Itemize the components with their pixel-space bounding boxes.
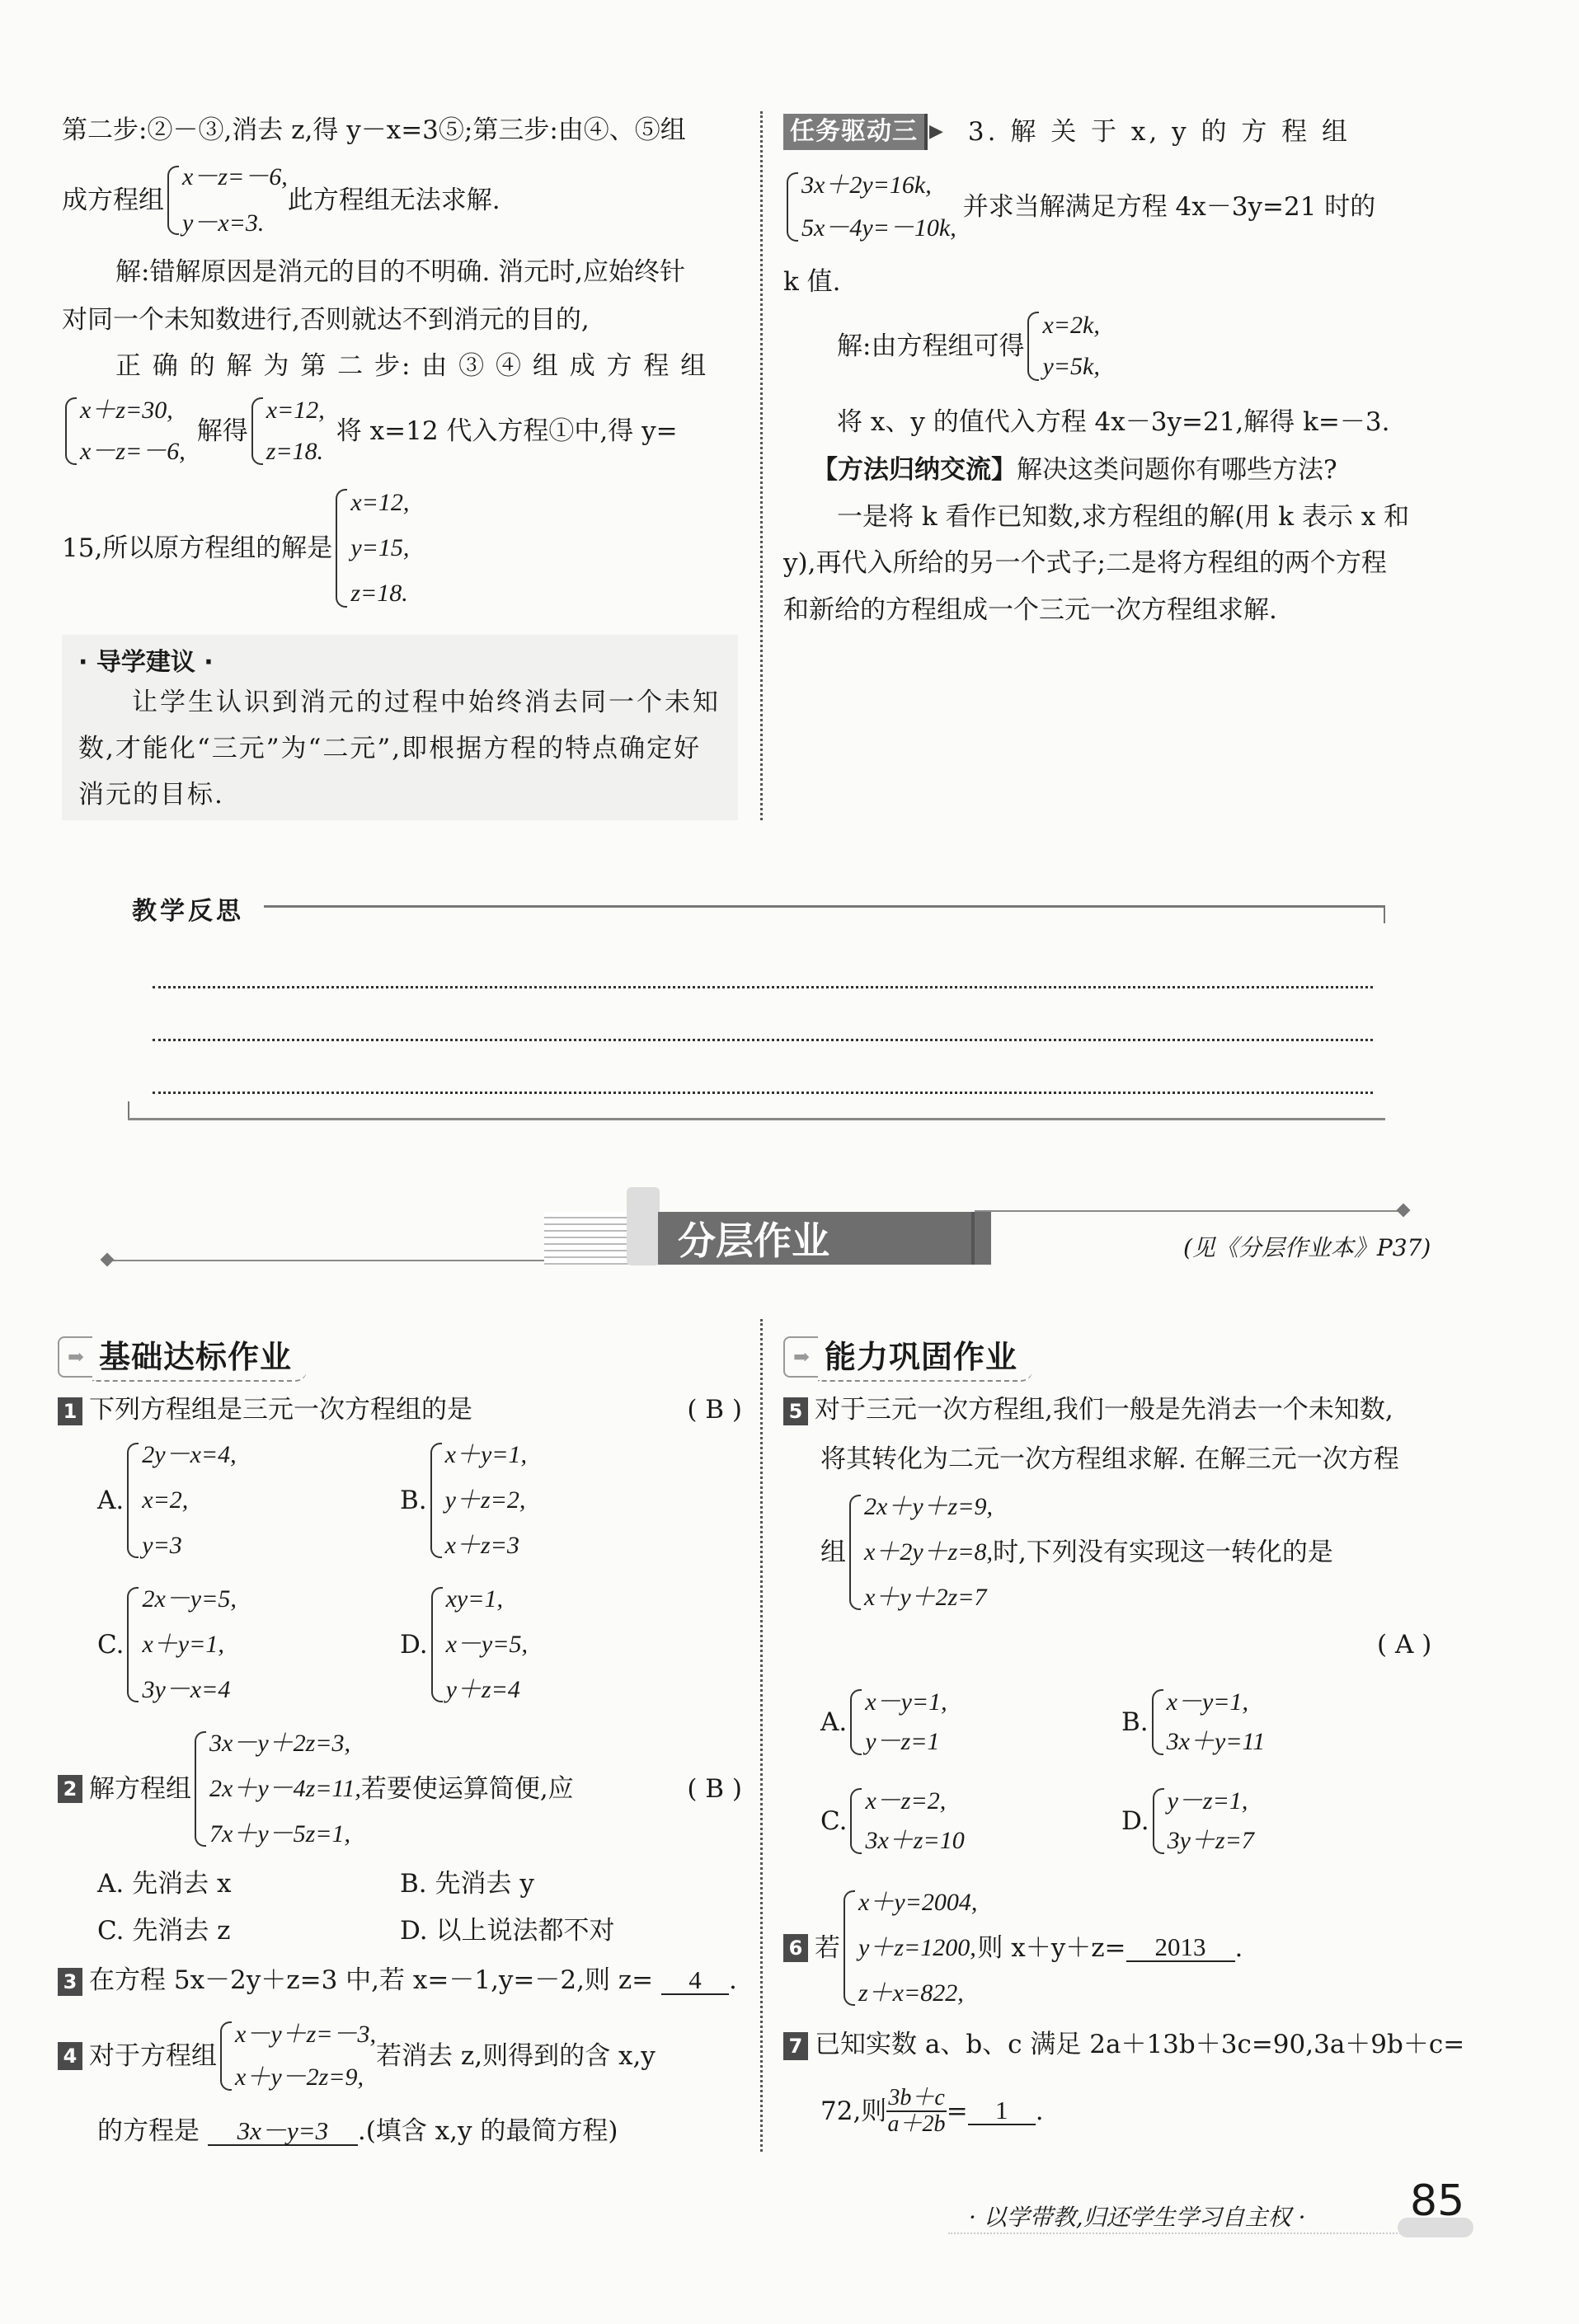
left-brace bbox=[220, 2021, 232, 2091]
question-3 bbox=[58, 1964, 737, 1997]
diamond-icon bbox=[101, 1253, 115, 1267]
question-text: 已知实数 a、b、c 满足 2a＋13b＋3c=90,3a＋9b＋c= bbox=[815, 2030, 1465, 2059]
equation: y=5k, bbox=[1042, 353, 1100, 380]
left-brace bbox=[167, 166, 179, 235]
reflection-top-rule bbox=[264, 905, 1385, 908]
solution-prefix: 解:由方程组可得 bbox=[837, 331, 1025, 361]
method-answer-line: 和新给的方程组成一个三元一次方程组求解. bbox=[783, 595, 1277, 625]
option-b[interactable] bbox=[1121, 1686, 1265, 1758]
guidance-line: 数,才能化“三元”为“二元”,即根据方程的特点确定好 bbox=[78, 734, 702, 763]
question-suffix: 则 x＋y＋z= bbox=[977, 1933, 1126, 1963]
equation: x－z=－6, bbox=[182, 163, 288, 190]
advanced-heading: 能力巩固作业 bbox=[818, 1331, 1032, 1382]
left-brace bbox=[65, 397, 77, 465]
equation-system bbox=[1024, 309, 1099, 383]
fraction-numerator: 3b＋c bbox=[888, 2085, 945, 2110]
footer-rule bbox=[948, 2232, 1443, 2234]
question-number-badge: 3 bbox=[58, 1968, 82, 1996]
page-number: 85 bbox=[1410, 2176, 1465, 2226]
equation-system bbox=[248, 394, 325, 468]
left-brace bbox=[336, 489, 347, 608]
equals-sign: = bbox=[946, 2096, 968, 2126]
option-label: D. bbox=[400, 1630, 428, 1660]
equation: x=12, bbox=[266, 397, 325, 424]
left-brace bbox=[849, 1495, 861, 1610]
question-number-badge: 1 bbox=[58, 1397, 82, 1425]
diamond-icon bbox=[1397, 1204, 1411, 1218]
arrow-right-icon: ➡ bbox=[783, 1336, 818, 1378]
option-b[interactable] bbox=[400, 1439, 527, 1562]
solve-label: 解得 bbox=[196, 416, 248, 446]
question-number-badge: 6 bbox=[783, 1934, 808, 1962]
equation: 3x＋z=10 bbox=[865, 1827, 965, 1854]
equation: z＋x=822, bbox=[858, 1979, 964, 2007]
banner-letter-f bbox=[627, 1187, 660, 1265]
correct-line-1: 正 确 的 解 为 第 二 步: 由 ③ ④ 组 成 方 程 组 bbox=[115, 351, 708, 381]
question-4 bbox=[58, 2018, 656, 2094]
question-text: 下列方程组是三元一次方程组的是 bbox=[89, 1395, 472, 1425]
equation: 2x－y=5, bbox=[142, 1585, 237, 1613]
column-divider bbox=[760, 1319, 763, 2152]
homework-banner bbox=[658, 1212, 991, 1265]
left-brace bbox=[251, 397, 263, 465]
equation: x＋z=3 bbox=[444, 1532, 519, 1559]
question-number-badge: 5 bbox=[783, 1397, 808, 1425]
equation: y－x=3. bbox=[182, 209, 265, 237]
answer-blank[interactable]: 4 bbox=[661, 1967, 729, 1995]
question-2 bbox=[58, 1727, 742, 1851]
left-brace bbox=[127, 1587, 139, 1702]
equation: x－z=－6, bbox=[80, 438, 186, 465]
question-prefix: 解方程组 bbox=[89, 1774, 191, 1804]
equation: z=18. bbox=[350, 580, 408, 607]
label-suffix: 此方程组无法求解. bbox=[287, 185, 500, 215]
equation: y＋z=2, bbox=[444, 1486, 526, 1514]
option-c[interactable] bbox=[820, 1785, 965, 1857]
basic-section-header bbox=[58, 1331, 307, 1382]
equation: 2y－x=4, bbox=[142, 1441, 237, 1468]
task-badge: 任务驱动三 bbox=[783, 114, 928, 150]
question-7 bbox=[783, 2028, 1464, 2061]
banner-title: 分层作业 bbox=[678, 1218, 829, 1263]
question-prefix: 组 bbox=[820, 1538, 846, 1567]
question-7-line-2 bbox=[820, 2086, 1044, 2137]
analysis-line-1: 解:错解原因是消元的目的不明确. 消元时,应始终针 bbox=[115, 257, 686, 287]
question-text: 对于三元一次方程组,我们一般是先消去一个未知数, bbox=[815, 1395, 1393, 1425]
equation: y＋z=4 bbox=[445, 1676, 520, 1703]
left-brace bbox=[195, 1731, 206, 1847]
question-text: 在方程 5x－2y＋z=3 中,若 x=－1,y=－2,则 z= bbox=[89, 1965, 654, 1995]
question-number-badge: 7 bbox=[783, 2032, 808, 2060]
problem-text: 并求当解满足方程 4x－3y=21 时的 bbox=[962, 192, 1376, 222]
equation: y＋z=1200, bbox=[858, 1934, 976, 1961]
triangle-right-icon: ▶ bbox=[929, 121, 943, 142]
option-label: C. bbox=[97, 1630, 125, 1660]
question-prefix: 对于方程组 bbox=[89, 2041, 217, 2071]
option-c[interactable]: C. 先消去 z bbox=[97, 1916, 231, 1946]
equation: 3y－x=4 bbox=[142, 1676, 231, 1703]
equation: x－z=2, bbox=[865, 1787, 947, 1815]
fraction bbox=[886, 2086, 946, 2137]
left-brace bbox=[1153, 1788, 1164, 1854]
question-prefix: 的方程是 bbox=[97, 2116, 200, 2146]
guidance-line: 让学生认识到消元的过程中始终消去同一个未知 bbox=[132, 688, 721, 717]
equation: x－y＋z=－3, bbox=[235, 2021, 377, 2048]
correct-system-line bbox=[62, 394, 678, 468]
question-4-line-2 bbox=[97, 2115, 618, 2148]
equation: x＋y－2z=9, bbox=[235, 2063, 364, 2091]
equation: x＋z=30, bbox=[80, 397, 173, 424]
period: . bbox=[1234, 1933, 1243, 1963]
reflection-write-line[interactable] bbox=[153, 1092, 1373, 1094]
period: . bbox=[1035, 2096, 1044, 2126]
equation: 3x＋y=11 bbox=[1166, 1728, 1266, 1755]
option-label: A. bbox=[820, 1707, 848, 1737]
answer-bracket[interactable]: ( B ) bbox=[687, 1395, 742, 1425]
guidance-title: · 导学建议 · bbox=[78, 648, 214, 677]
equation-system bbox=[164, 161, 288, 240]
equation: 7x＋y－5z=1, bbox=[209, 1820, 351, 1847]
left-brace bbox=[127, 1443, 139, 1558]
equation: x＋y=2004, bbox=[858, 1889, 978, 1916]
option-label: C. bbox=[820, 1806, 848, 1836]
question-number-badge: 2 bbox=[58, 1775, 82, 1803]
equation: 2x＋y＋z=9, bbox=[864, 1493, 994, 1520]
analysis-line-2: 对同一个未知数进行,否则就达不到消元的目的, bbox=[62, 305, 590, 335]
option-b[interactable]: B. 先消去 y bbox=[400, 1869, 534, 1899]
reflection-title: 教学反思 bbox=[132, 897, 244, 926]
equation: x＋y＋2z=7 bbox=[864, 1584, 987, 1611]
label-prefix: 成方程组 bbox=[62, 185, 164, 215]
equation: x＋2y＋z=8, bbox=[864, 1538, 994, 1566]
wrong-system-line bbox=[62, 161, 500, 240]
option-a[interactable] bbox=[97, 1439, 237, 1562]
option-c[interactable] bbox=[97, 1583, 237, 1707]
final-prefix: 15,所以原方程组的解是 bbox=[62, 533, 333, 563]
option-d[interactable] bbox=[1121, 1785, 1254, 1857]
equation: 2x＋y－4z=11, bbox=[209, 1775, 361, 1802]
option-d[interactable] bbox=[400, 1583, 528, 1707]
question-prefix: 若 bbox=[815, 1933, 840, 1963]
equation-system bbox=[62, 394, 186, 468]
banner-edge bbox=[971, 1212, 975, 1265]
substitution-text: 将 x=12 代入方程①中,得 y= bbox=[336, 416, 678, 446]
method-answer-line: y),再代入所给的另一个式子;二是将方程组的两个方程 bbox=[783, 548, 1387, 578]
left-brace bbox=[431, 1587, 443, 1702]
left-brace bbox=[850, 1788, 862, 1854]
option-d[interactable]: D. 以上说法都不对 bbox=[400, 1916, 615, 1946]
reflection-bottom-rule bbox=[128, 1118, 1385, 1120]
answer-blank[interactable]: 1 bbox=[968, 2097, 1036, 2125]
left-brace bbox=[430, 1443, 442, 1558]
left-brace bbox=[1152, 1689, 1163, 1755]
option-a[interactable] bbox=[820, 1686, 947, 1758]
method-line bbox=[812, 453, 1337, 486]
equation: x=2, bbox=[142, 1486, 189, 1514]
column-divider bbox=[760, 111, 763, 820]
guidance-line: 消元的目标. bbox=[78, 780, 224, 810]
left-brace bbox=[787, 172, 798, 242]
equation: y=3 bbox=[142, 1532, 182, 1559]
equation: xy=1, bbox=[445, 1585, 503, 1613]
equation-system bbox=[332, 486, 409, 610]
question-prefix: 72,则 bbox=[820, 2096, 887, 2126]
option-a[interactable]: A. 先消去 x bbox=[97, 1869, 232, 1899]
equation: x＋y=1, bbox=[444, 1441, 528, 1468]
reflection-write-line[interactable] bbox=[153, 1039, 1373, 1041]
question-5-system bbox=[820, 1491, 1333, 1614]
equation: 5x－4y=－10k, bbox=[801, 214, 956, 242]
basic-heading: 基础达标作业 bbox=[92, 1331, 307, 1382]
equation: y－z=1 bbox=[865, 1728, 940, 1755]
reflection-write-line[interactable] bbox=[153, 986, 1373, 988]
question-6 bbox=[783, 1886, 1243, 2010]
method-question: 解决这类问题你有哪些方法? bbox=[1017, 455, 1337, 485]
method-answer-line: 一是将 k 看作已知数,求方程组的解(用 k 表示 x 和 bbox=[837, 502, 1410, 532]
answer-bracket[interactable]: ( A ) bbox=[1377, 1630, 1432, 1660]
reflection-left-tick bbox=[128, 1101, 129, 1120]
guidance-box bbox=[62, 635, 738, 820]
equation: x=2k, bbox=[1042, 312, 1100, 339]
fraction-denominator: a＋2b bbox=[887, 2111, 946, 2137]
equation: x－y=1, bbox=[1166, 1688, 1249, 1716]
question-5 bbox=[783, 1393, 1393, 1426]
left-brace bbox=[1027, 312, 1039, 381]
equation: z=18. bbox=[266, 438, 324, 465]
problem-text: 3. 解 关 于 x, y 的 方 程 组 bbox=[967, 117, 1351, 147]
reflection-right-tick bbox=[1384, 905, 1385, 923]
option-label: B. bbox=[1121, 1707, 1149, 1737]
problem-line-3: k 值. bbox=[783, 267, 841, 297]
left-brace bbox=[850, 1689, 862, 1755]
answer-bracket[interactable]: ( B ) bbox=[687, 1774, 742, 1804]
question-1 bbox=[58, 1393, 742, 1426]
question-5-line-2: 将其转化为二元一次方程组求解. 在解三元一次方程 bbox=[820, 1444, 1399, 1474]
equation: x＋y=1, bbox=[142, 1631, 224, 1658]
question-number-badge: 4 bbox=[58, 2042, 82, 2070]
equation: x－y=1, bbox=[865, 1688, 947, 1716]
answer-blank[interactable]: 2013 bbox=[1126, 1934, 1235, 1962]
equation: x=12, bbox=[350, 489, 410, 516]
answer-blank[interactable]: 3x－y=3 bbox=[208, 2118, 358, 2146]
advanced-section-header bbox=[783, 1331, 1032, 1382]
footer-slogan: · 以学带教,归还学生学习自主权 · bbox=[969, 2204, 1306, 2231]
option-label: D. bbox=[1121, 1806, 1149, 1836]
period: . bbox=[729, 1965, 737, 1995]
banner-right-rule bbox=[975, 1210, 1403, 1212]
method-tag: 【方法归纳交流】 bbox=[812, 455, 1017, 485]
option-label: A. bbox=[97, 1486, 125, 1515]
question-suffix: 时,下列没有实现这一转化的是 bbox=[993, 1538, 1333, 1567]
step-two-line: 第二步:②－③,消去 z,得 y－x=3⑤;第三步:由④、⑤组 bbox=[62, 115, 686, 145]
equation: y－z=1, bbox=[1167, 1787, 1248, 1815]
equation: y=15, bbox=[350, 534, 410, 561]
equation: x－y=5, bbox=[445, 1631, 528, 1658]
equation: 3x－y＋2z=3, bbox=[209, 1730, 351, 1757]
solution-line bbox=[837, 309, 1100, 383]
equation-system bbox=[783, 169, 956, 245]
substitution-line: 将 x、y 的值代入方程 4x－3y=21,解得 k=－3. bbox=[837, 407, 1390, 437]
homework-reference[interactable]: (见《分层作业本》P37) bbox=[1183, 1234, 1431, 1261]
question-suffix: 若要使运算简便,应 bbox=[360, 1774, 574, 1804]
task-three-header bbox=[783, 114, 1351, 150]
equation: 3x＋2y=16k, bbox=[801, 171, 932, 199]
left-brace bbox=[844, 1890, 855, 2006]
option-label: B. bbox=[400, 1486, 427, 1515]
final-solution-line bbox=[62, 486, 409, 610]
question-suffix: .(填含 x,y 的最简方程) bbox=[357, 2116, 618, 2146]
banner-stripes bbox=[544, 1212, 635, 1265]
equation: 3y＋z=7 bbox=[1167, 1827, 1254, 1854]
question-suffix: 若消去 z,则得到的含 x,y bbox=[376, 2041, 656, 2071]
arrow-right-icon: ➡ bbox=[58, 1336, 92, 1378]
problem-system-line bbox=[783, 169, 1375, 245]
